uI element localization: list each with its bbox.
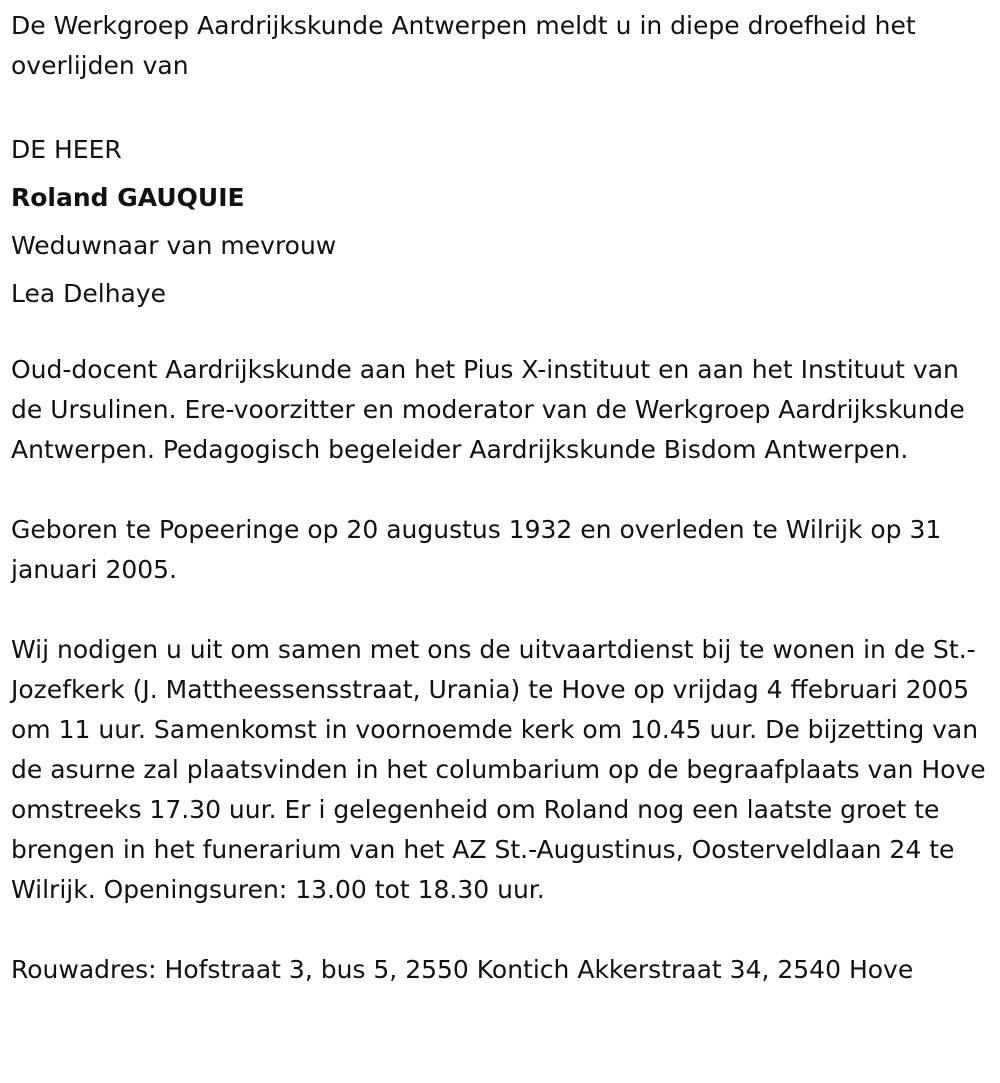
obituary-notice xyxy=(11,6,996,990)
honorific-title: DE HEER xyxy=(11,135,122,164)
spacer xyxy=(11,590,996,630)
spacer xyxy=(11,470,996,510)
spouse-name: Lea Delhaye xyxy=(11,279,167,308)
deceased-name: Roland GAUQUIE xyxy=(11,183,245,212)
widower-line: Weduwnaar van mevrouw xyxy=(11,231,337,260)
spacer xyxy=(11,910,996,950)
mourning-address: Rouwadres: Hofstraat 3, bus 5, 2550 Kontich Akkerstraat 34, 2540 Hove xyxy=(11,955,914,984)
career-paragraph: Oud-docent Aardrijkskunde aan het Pius X-instituut en aan het Instituut van de Ursulinen. Ere-voorzitter en moderator van de Werkgroep Aardrijkskunde Antwerpen. Pedagogisch begeleider Aardrijkskunde Bisdom Antwerpen. xyxy=(11,355,965,464)
funeral-paragraph: Wij nodigen u uit om samen met ons de uitvaartdienst bij te wonen in de St.-Jozefkerk (J. Mattheessensstraat, Urania) te Hove op vrijdag 4 ffebruari 2005 om 11 uur. Samenkomst in voornoemde kerk om 10.45 uur. De bijzetting van de asurne zal plaatsvinden in het columbarium op de begraafplaats van Hove omstreeks 17.30 uur. Er i gelegenheid om Roland nog een laatste groet te brengen in het funerarium van het AZ St.-Augustinus, Oosterveldlaan 24 te Wilrijk. Openingsuren: 13.00 tot 18.30 uur. xyxy=(11,635,986,904)
spacer xyxy=(11,86,996,126)
intro-paragraph: De Werkgroep Aardrijkskunde Antwerpen meldt u in diepe droefheid het overlijden van xyxy=(11,11,916,80)
birth-death-paragraph: Geboren te Popeeringe op 20 augustus 1932 en overleden te Wilrijk op 31 januari 2005. xyxy=(11,515,942,584)
spacer xyxy=(11,318,996,350)
